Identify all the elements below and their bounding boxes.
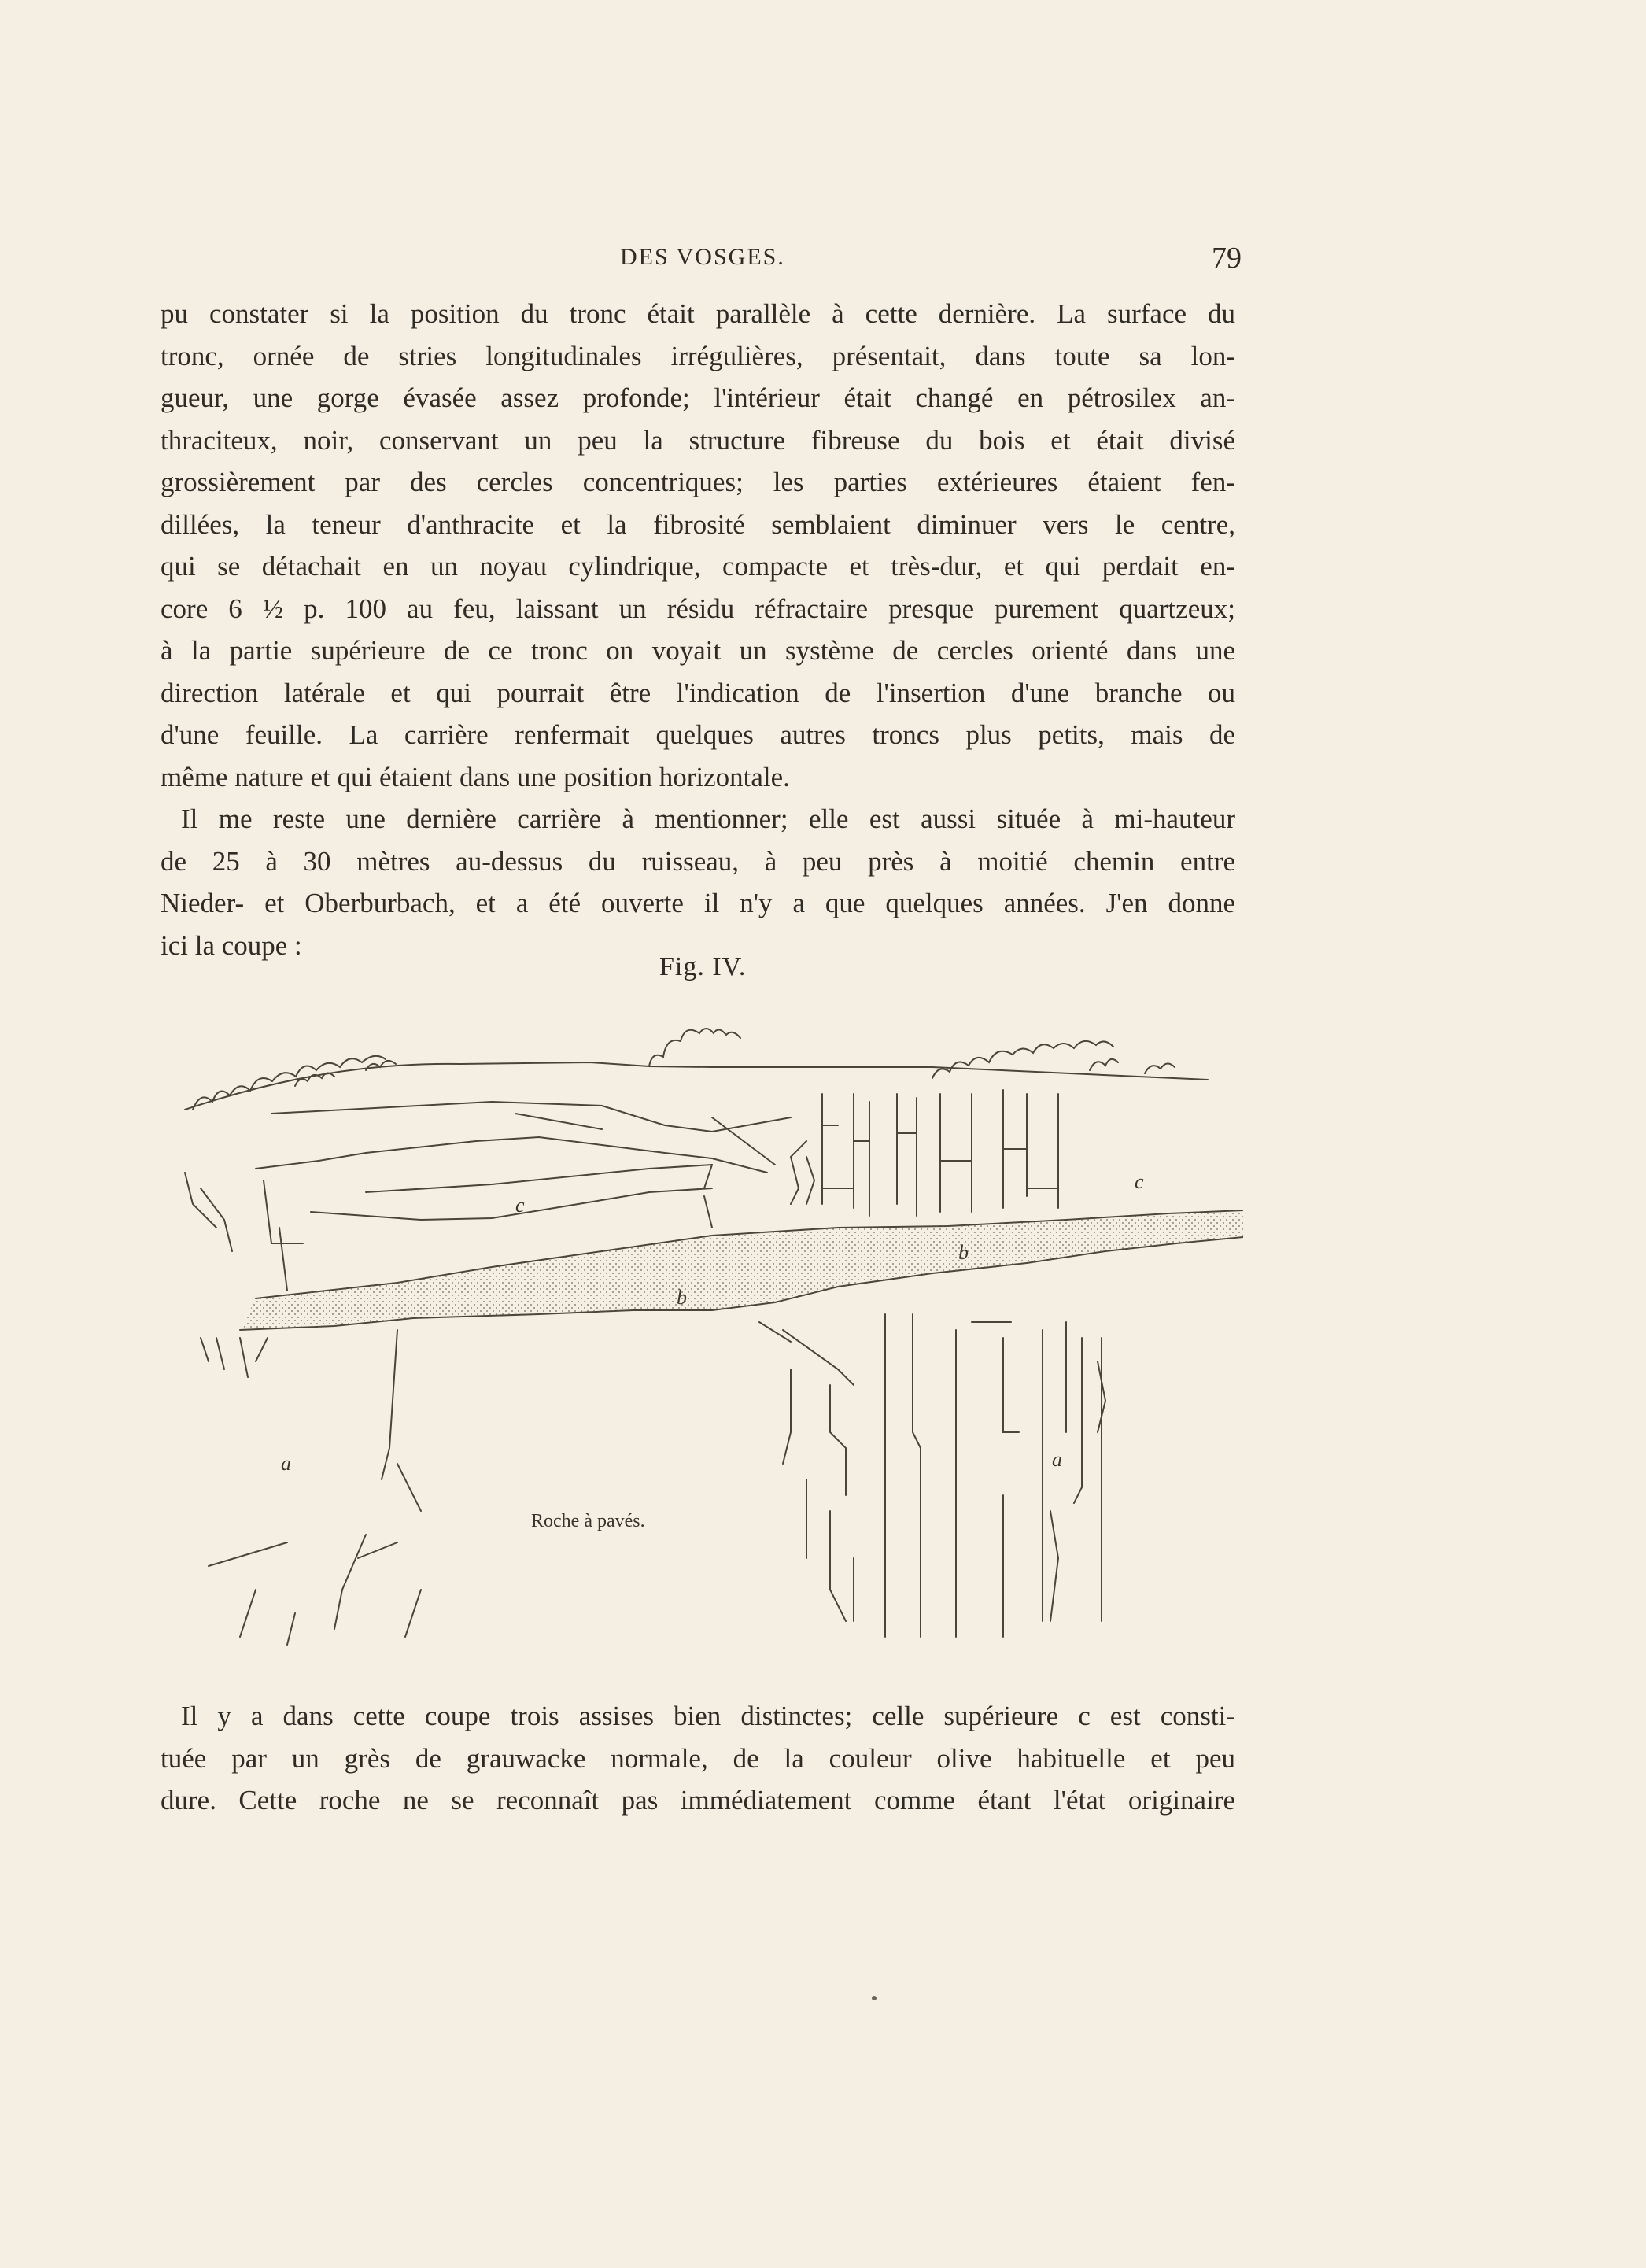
page-number: 79 — [1212, 242, 1242, 275]
text-line: tuée par un grès de grauwacke normale, de la couleur olive habituelle et peu — [161, 1742, 1235, 1774]
text-line: tronc, ornée de stries longitudinales irrégulières, présentait, dans toute sa lon- — [161, 340, 1235, 371]
text-line: dure. Cette roche ne se reconnaît pas immédiatement comme étant l'état originaire — [161, 1785, 1235, 1816]
paragraph-3 — [161, 1695, 1235, 1822]
vegetation-left — [193, 1056, 386, 1110]
label-a-left: a — [281, 1452, 291, 1475]
joint-a-diagonal — [759, 1322, 854, 1385]
text-line: Il me reste une dernière carrière à mentionner; elle est aussi située à mi-hauteur — [181, 803, 1235, 834]
joint-c-left — [185, 1173, 303, 1291]
joint-c-mid — [704, 1141, 814, 1228]
layer-c-line-2 — [256, 1137, 767, 1173]
text-line: grossièrement par des cercles concentriques; les parties extérieures étaient fen- — [161, 467, 1235, 497]
text-line: ici la coupe : — [161, 929, 302, 961]
sandstone-b — [240, 1210, 1243, 1330]
vegetation-right-2 — [1090, 1059, 1175, 1073]
text-line: gueur, une gorge évasée assez profonde; l'intérieur était changé en pétrosilex an- — [161, 382, 1235, 413]
vegetation-left-2 — [295, 1061, 396, 1086]
label-a-right: a — [1052, 1448, 1062, 1471]
paragraph-1 — [161, 293, 1235, 966]
text-line: d'une feuille. La carrière renfermait quelques autres troncs plus petits, mais de — [161, 719, 1235, 750]
running-head: DES VOSGES. — [620, 244, 785, 270]
ground-surface — [185, 1062, 1208, 1110]
joint-a-right — [783, 1314, 1102, 1637]
geological-section-figure — [161, 992, 1243, 1684]
text-line: Nieder- et Oberburbach, et a été ouverte il n'y a que quelques années. J'en donne — [161, 888, 1235, 918]
section-drawing — [161, 992, 1243, 1684]
text-line: même nature et qui étaient dans une position horizontale. — [161, 761, 790, 792]
text-line: qui se détachait en un noyau cylindrique, compacte et très-dur, et qui perdait en- — [161, 551, 1235, 582]
label-c-right: c — [1135, 1170, 1144, 1193]
text-line: de 25 à 30 mètres au-dessus du ruisseau, à peu près à moitié chemin entre — [161, 845, 1235, 877]
layer-c-line-4 — [311, 1188, 712, 1220]
joint-c — [822, 1090, 1058, 1216]
text-line: direction latérale et qui pourrait être l'indication de l'insertion d'une branche ou — [161, 677, 1235, 708]
vegetation-right — [932, 1041, 1113, 1078]
text-line: pu constater si la position du tronc était parallèle à cette dernière. La surface du — [161, 298, 1235, 329]
text-line: à la partie supérieure de ce tronc on voyait un système de cercles orienté dans une — [161, 635, 1235, 666]
label-b-left: b — [677, 1286, 687, 1309]
vegetation-middle — [649, 1029, 740, 1066]
joint-a-left — [201, 1338, 268, 1377]
label-roche-a-paves: Roche à pavés. — [531, 1511, 645, 1531]
joint-a-right-2 — [972, 1322, 1105, 1432]
joint-a-mid-left — [334, 1330, 421, 1637]
joint-a-lower — [209, 1542, 295, 1645]
text-line: dillées, la teneur d'anthracite et la fibrosité semblaient diminuer vers le centre, — [161, 508, 1235, 540]
label-b-right: b — [958, 1241, 969, 1264]
page-header — [0, 244, 1646, 282]
layer-c-line-3 — [366, 1165, 712, 1192]
figure-caption: Fig. IV. — [659, 952, 747, 981]
text-line: thraciteux, noir, conservant un peu la structure fibreuse du bois et était divisé — [161, 424, 1235, 456]
label-c-left: c — [515, 1194, 525, 1217]
text-line: core 6 ½ p. 100 au feu, laissant un résidu réfractaire presque purement quartzeux; — [161, 593, 1235, 624]
page-speck — [872, 1996, 877, 2000]
text-line: Il y a dans cette coupe trois assises bien distinctes; celle supérieure c est consti- — [181, 1701, 1235, 1731]
